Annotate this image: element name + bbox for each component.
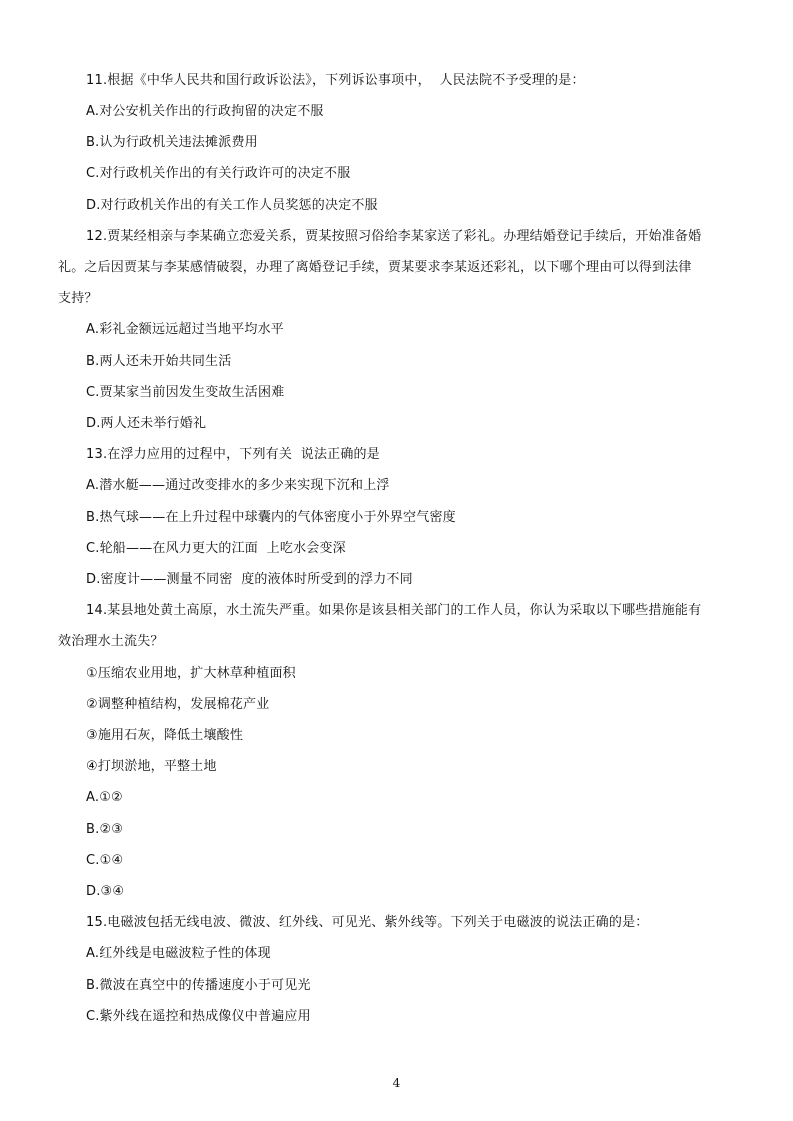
question-11-stem: 11.根据《中华人民共和国行政诉讼法》，下列诉讼事项中， 人民法院不予受理的是： [86, 73, 585, 88]
question-12-option-b: B.两人还未开始共同生活 [86, 354, 232, 369]
question-13-option-c: C.轮船——在风力更大的江面 上吃水会变深 [86, 541, 346, 556]
question-11-option-a: A.对公安机关作出的行政拘留的决定不服 [86, 104, 324, 119]
question-13-option-d: D.密度计——测量不同密 度的液体时所受到的浮力不同 [86, 572, 413, 587]
question-15-option-a: A.红外线是电磁波粒子性的体现 [86, 946, 271, 961]
question-14-stem-line-1: 14.某县地处黄土高原，水土流失严重。如果你是该县相关部门的工作人员，你认为采取以下哪些措施能有 [86, 603, 702, 618]
question-13-option-a: A.潜水艇——通过改变排水的多少来实现下沉和上浮 [86, 478, 390, 493]
question-13-option-b: B.热气球——在上升过程中球囊内的气体密度小于外界空气密度 [86, 510, 456, 525]
question-14-item-2: ②调整种植结构，发展棉花产业 [86, 697, 270, 712]
question-12-option-c: C.贾某家当前因发生变故生活困难 [86, 385, 285, 400]
question-11-option-b: B.认为行政机关违法摊派费用 [86, 135, 258, 150]
question-12-option-a: A.彩礼金额远远超过当地平均水平 [86, 322, 284, 337]
question-14-option-d: D.③④ [86, 884, 125, 899]
question-12-stem-line-3: 支持？ [58, 291, 98, 306]
question-14-item-1: ①压缩农业用地，扩大林草种植面积 [86, 666, 296, 681]
question-15-stem: 15.电磁波包括无线电波、微波、红外线、可见光、紫外线等。下列关于电磁波的说法正确的是： [86, 915, 649, 930]
question-12-stem-line-2: 礼。之后因贾某与李某感情破裂，办理了离婚登记手续，贾某要求李某返还彩礼，以下哪个理由可以得到法律 [58, 260, 692, 275]
question-14-option-a: A.①② [86, 790, 123, 805]
question-14-item-3: ③施用石灰，降低土壤酸性 [86, 728, 244, 743]
question-11-option-d: D.对行政机关作出的有关工作人员奖惩的决定不服 [86, 198, 378, 213]
question-14-option-c: C.①④ [86, 853, 124, 868]
question-12-option-d: D.两人还未举行婚礼 [86, 416, 207, 431]
question-14-stem-line-2: 效治理水土流失？ [58, 634, 164, 649]
question-14-item-4: ④打坝淤地，平整土地 [86, 759, 217, 774]
question-13-stem: 13.在浮力应用的过程中，下列有关 说法正确的是 [86, 447, 380, 462]
question-14-option-b: B.②③ [86, 822, 124, 837]
question-15-option-c: C.紫外线在遥控和热成像仪中普遍应用 [86, 1009, 311, 1024]
question-12-stem-line-1: 12.贾某经相亲与李某确立恋爱关系，贾某按照习俗给李某家送了彩礼。办理结婚登记手续后，开始准备婚 [86, 229, 702, 244]
question-11-option-c: C.对行政机关作出的有关行政许可的决定不服 [86, 166, 351, 181]
question-15-option-b: B.微波在真空中的传播速度小于可见光 [86, 978, 311, 993]
page-number: 4 [392, 1076, 401, 1090]
